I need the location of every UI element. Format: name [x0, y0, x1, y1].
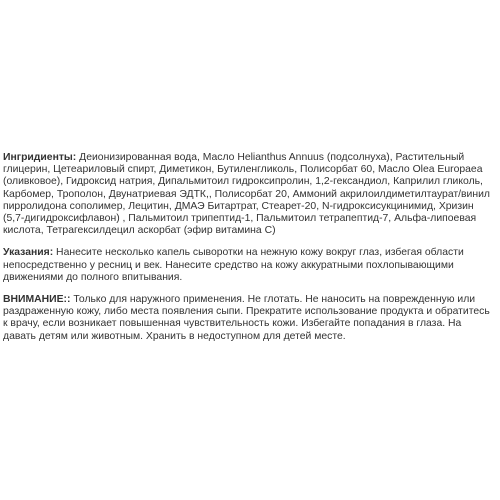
warning-label: ВНИМАНИЕ:: [3, 294, 71, 306]
warning-paragraph [3, 294, 493, 343]
directions-paragraph [3, 247, 493, 284]
ingredients-text: Деионизированная вода, Масло Helianthus Annuus (подсолнуха), Растительный глицерин, Цетеариловый спирт, Диметикон, Бутиленгликоль, Полисорбат 60, Масло Olea Europaea (оливковое), Гидроксид натрия, Дипальмитоил гидроксипролин, 1,2-гександиол, Каприлил гликоль, Карбомер, Трополон, Двунатриевая ЭДТК,, Полисорбат 20, Аммоний акрилоилдиметилтаурат/винил пирролидона сополимер, Лецитин, ДМАЭ Битартрат, Стеарет-20, N-гидроксисукцинимид, Хризин (5,7-дигидроксифлавон) , Пальмитоил трипептид-1, Пальмитоил тетрапептид-7, Альфа-липоевая кислота, Тетрагексилдецил аскорбат (эфир витамина С) [3, 152, 490, 237]
directions-label: Указания: [3, 247, 54, 259]
warning-text: Только для наружного применения. Не глотать. Не наносить на поврежденную или раздраженную кожу, либо места появления сыпи. Прекратите использование продукта и обратитесь к врачу, если возникает повышенная чувствительность кожи. Избегайте попадания в глаза. На давать детям или животным. Хранить в недоступном для детей месте. [3, 294, 490, 342]
ingredients-label: Ингридиенты: [3, 152, 77, 163]
ingredients-paragraph [3, 152, 493, 237]
directions-text: Нанесите несколько капель сыворотки на нежную кожу вокруг глаз, избегая области непосредственно у ресниц и век. Нанесите средство на кожу аккуратными похлопывающими движениями до полного впитывания. [3, 247, 464, 283]
product-info [3, 152, 493, 353]
